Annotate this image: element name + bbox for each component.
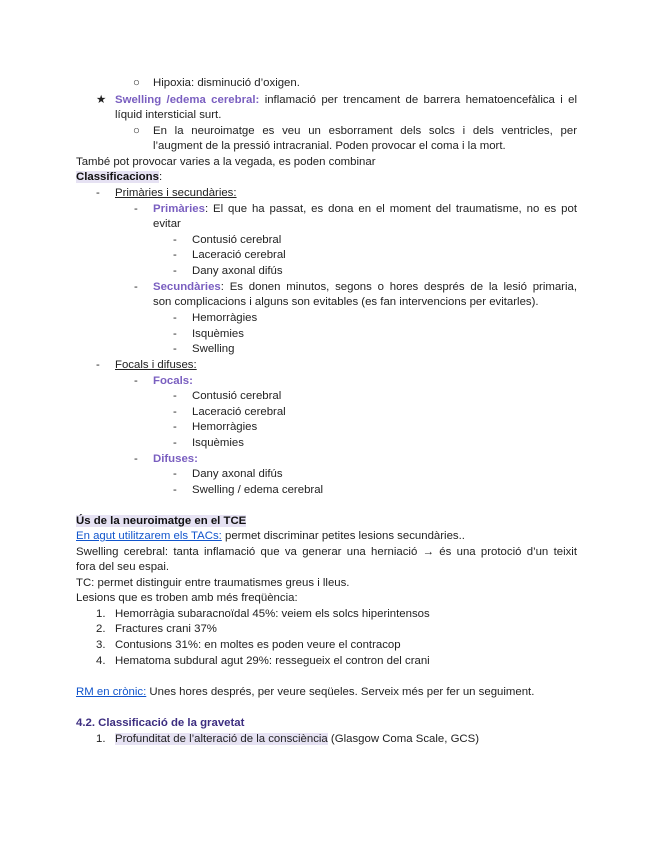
agut-link[interactable]: En agut utilitzarem els TACs: bbox=[76, 530, 222, 542]
list-number: 1. bbox=[96, 608, 106, 620]
list-number: 3. bbox=[96, 639, 106, 651]
list-item: Fractures crani 37% bbox=[115, 623, 217, 635]
list-item: Isquèmies bbox=[192, 328, 244, 340]
list-number: 1. bbox=[96, 733, 106, 745]
dash-bullet-icon: - bbox=[173, 437, 177, 449]
dash-bullet-icon: - bbox=[173, 234, 177, 246]
rm-link[interactable]: RM en crònic: bbox=[76, 686, 147, 698]
list-item: Hemorràgia subaracnoïdal 45%: veiem els solcs hiperintensos bbox=[115, 608, 430, 620]
dash-bullet-icon: - bbox=[134, 375, 138, 387]
dash-bullet-icon: - bbox=[134, 453, 138, 465]
tambe-paragraph: També pot provocar varies a la vegada, es poden combinar bbox=[76, 156, 376, 168]
swelling-cerebral-paragraph-cont: fora del seu espai. bbox=[76, 561, 170, 573]
agut-paragraph: En agut utilitzarem els TACs: permet discriminar petites lesions secundàries.. bbox=[76, 530, 465, 542]
list-item: Swelling / edema cerebral bbox=[192, 484, 324, 496]
circle-bullet-icon: ○ bbox=[133, 125, 140, 137]
hipoxia-item: Hipoxia: disminució d’oxigen. bbox=[153, 77, 300, 89]
swelling-subitem-cont: l’augment de la pressió intracranial. Poden provocar el coma i la mort. bbox=[153, 140, 506, 152]
primaries-secundaries-label: Primàries i secundàries: bbox=[115, 187, 237, 199]
focals-difuses-label: Focals i difuses: bbox=[115, 359, 197, 371]
dash-bullet-icon: - bbox=[173, 249, 177, 261]
focals-term: Focals: bbox=[153, 375, 193, 387]
gravetat-item: Profunditat de l’alteració de la consciència (Glasgow Coma Scale, GCS) bbox=[115, 733, 480, 745]
dash-bullet-icon: - bbox=[173, 328, 177, 340]
swelling-term: Swelling /edema cerebral: bbox=[115, 94, 260, 106]
list-item: Hemorràgies bbox=[192, 312, 258, 324]
dash-bullet-icon: - bbox=[173, 468, 177, 480]
gravetat-heading: 4.2. Classificació de la gravetat bbox=[76, 717, 245, 729]
tc-paragraph: TC: permet distinguir entre traumatismes greus i lleus. bbox=[76, 577, 350, 589]
primaries-item: Primàries: El que ha passat, es dona en el moment del traumatisme, no es pot bbox=[153, 203, 577, 215]
list-item: Laceració cerebral bbox=[192, 406, 286, 418]
list-item: Contusió cerebral bbox=[192, 390, 282, 402]
classificacions-heading: Classificacions: bbox=[76, 171, 163, 183]
list-item: Contusió cerebral bbox=[192, 234, 282, 246]
swelling-subitem: En la neuroimatge es veu un esborrament dels solcs i dels ventricles, per bbox=[153, 125, 577, 137]
dash-bullet-icon: - bbox=[96, 187, 100, 199]
swelling-cerebral-paragraph: Swelling cerebral: tanta inflamació que va generar una herniació → és una protoció d’un teixit bbox=[76, 546, 577, 558]
dash-bullet-icon: - bbox=[173, 312, 177, 324]
dash-bullet-icon: - bbox=[173, 390, 177, 402]
list-item: Contusions 31%: en moltes es poden veure el contracop bbox=[115, 639, 401, 651]
dash-bullet-icon: - bbox=[173, 406, 177, 418]
dash-bullet-icon: - bbox=[134, 203, 138, 215]
difuses-term: Difuses: bbox=[153, 453, 198, 465]
list-item: Dany axonal difús bbox=[192, 468, 283, 480]
neuroimatge-heading: Ús de la neuroimatge en el TCE bbox=[76, 515, 247, 527]
dash-bullet-icon: - bbox=[173, 265, 177, 277]
list-number: 2. bbox=[96, 623, 106, 635]
list-item: Isquèmies bbox=[192, 437, 244, 449]
list-item: Hemorràgies bbox=[192, 421, 258, 433]
list-item: Swelling bbox=[192, 343, 235, 355]
star-bullet-icon: ★ bbox=[96, 94, 107, 106]
rm-paragraph: RM en crònic: Unes hores després, per veure seqüeles. Serveix més per fer un seguiment. bbox=[76, 686, 535, 698]
secundaries-item-cont: son complicacions i alguns son evitables (es fan intervencions per evitarles). bbox=[153, 296, 539, 308]
dash-bullet-icon: - bbox=[134, 281, 138, 293]
dash-bullet-icon: - bbox=[173, 421, 177, 433]
swelling-item: Swelling /edema cerebral: inflamació per trencament de barrera hematoencefàlica i el bbox=[115, 94, 578, 106]
lesions-paragraph: Lesions que es troben amb més freqüència: bbox=[76, 592, 298, 604]
secundaries-item: Secundàries: Es donen minutos, segons o hores després de la lesió primaria, bbox=[153, 281, 577, 293]
dash-bullet-icon: - bbox=[173, 484, 177, 496]
dash-bullet-icon: - bbox=[173, 343, 177, 355]
dash-bullet-icon: - bbox=[96, 359, 100, 371]
circle-bullet-icon: ○ bbox=[133, 77, 140, 89]
swelling-item-cont: líquid intersticial surt. bbox=[115, 109, 222, 121]
list-item: Dany axonal difús bbox=[192, 265, 283, 277]
list-item: Laceració cerebral bbox=[192, 249, 286, 261]
list-item: Hematoma subdural agut 29%: ressegueix el contron del crani bbox=[115, 655, 430, 667]
list-number: 4. bbox=[96, 655, 106, 667]
primaries-item-cont: evitar bbox=[153, 218, 181, 230]
